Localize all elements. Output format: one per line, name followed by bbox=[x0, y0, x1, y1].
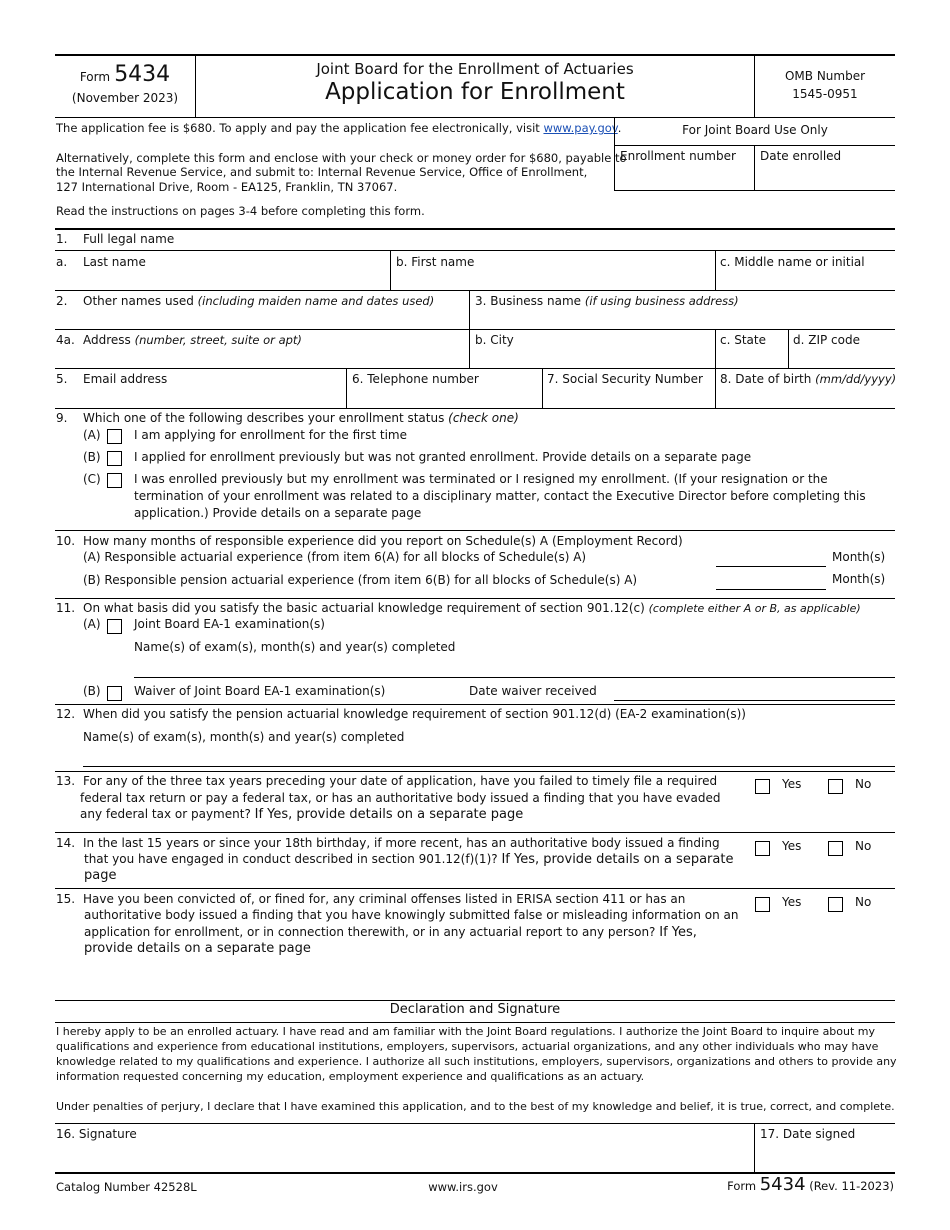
q9-number: 9. bbox=[56, 411, 68, 425]
q12-sub: Name(s) of exam(s), month(s) and year(s) completed bbox=[83, 730, 405, 744]
q15-line-2: authoritative body issued a finding that you have knowingly submitted false or misleading information on an bbox=[84, 908, 739, 922]
q15-line-3b: If Yes, bbox=[659, 925, 697, 940]
q14-line-2a: that you have engaged in conduct described in section 901.12(f)(1)? bbox=[84, 852, 502, 866]
q10b-text: (B) Responsible pension actuarial experience (from item 6(B) for all blocks of Schedule(s) A) bbox=[83, 573, 638, 587]
header-bottom-rule bbox=[55, 117, 895, 118]
q10b-input-line[interactable] bbox=[716, 589, 826, 590]
q8-note: (mm/dd/yyyy) bbox=[815, 372, 897, 386]
q11-label: On what basis did you satisfy the basic actuarial knowledge requirement of section 901.12(c) bbox=[83, 601, 649, 615]
declaration-top-rule bbox=[55, 1000, 895, 1001]
q9a-letter: (A) bbox=[83, 428, 101, 442]
q13-number: 13. bbox=[56, 774, 76, 788]
q14-yes-checkbox[interactable] bbox=[755, 841, 770, 856]
q14-line-3: page bbox=[84, 868, 117, 883]
q4-label: Address bbox=[83, 333, 135, 347]
telephone-field[interactable]: 6. Telephone number bbox=[352, 372, 479, 386]
email-field[interactable]: Email address bbox=[83, 372, 168, 386]
fee-paragraph bbox=[56, 121, 621, 135]
q15-line-3a: application for enrollment, or in connection therewith, or in any actuarial report to any person? bbox=[84, 925, 660, 939]
omb-label: OMB Number bbox=[784, 69, 866, 83]
q15-line-3 bbox=[84, 925, 697, 940]
header-top-rule bbox=[55, 54, 895, 56]
q14-number: 14. bbox=[56, 836, 76, 850]
use-only-mid-rule bbox=[754, 145, 755, 190]
q13-yes-checkbox[interactable] bbox=[755, 779, 770, 794]
q9b-text: I applied for enrollment previously but was not granted enrollment. Provide details on a separate page bbox=[134, 450, 752, 464]
q14-bottom-rule bbox=[55, 888, 895, 889]
q11a-checkbox[interactable] bbox=[107, 619, 122, 634]
use-only-title: For Joint Board Use Only bbox=[682, 123, 828, 137]
q10-bottom-rule bbox=[55, 598, 895, 599]
use-only-bottom-rule bbox=[614, 190, 895, 191]
q9a-text: I am applying for enrollment for the first time bbox=[134, 428, 407, 442]
q13-bottom-rule bbox=[55, 832, 895, 833]
q13-no-label: No bbox=[855, 777, 872, 791]
q15-line-1: Have you been convicted of, or fined for, any criminal offenses listed in ERISA section 411 or has an bbox=[83, 892, 686, 906]
q3-label: 3. Business name bbox=[475, 294, 585, 308]
read-instructions-note: Read the instructions on pages 3-4 before completing this form. bbox=[56, 204, 425, 218]
q11a-letter: (A) bbox=[83, 617, 101, 631]
header-divider-right bbox=[754, 55, 755, 117]
signature-divider bbox=[754, 1123, 755, 1172]
footer-form-label: Form bbox=[727, 1179, 760, 1193]
q9c-line-3: application.) Provide details on a separate page bbox=[134, 506, 422, 520]
q14-no-checkbox[interactable] bbox=[828, 841, 843, 856]
q10a-text: (A) Responsible actuarial experience (from item 6(A) for all blocks of Schedule(s) A) bbox=[83, 550, 587, 564]
q13-line-2: federal tax return or pay a federal tax, or has an authoritative body issued a finding that you have evaded bbox=[80, 791, 721, 805]
q5-bottom-rule bbox=[55, 408, 895, 409]
q15-yes-label: Yes bbox=[782, 895, 802, 909]
q1-divider-2 bbox=[715, 250, 716, 290]
agency-name: Joint Board for the Enrollment of Actuaries bbox=[316, 60, 634, 78]
q9b-checkbox[interactable] bbox=[107, 451, 122, 466]
form-number: 5434 bbox=[114, 62, 171, 87]
footer-form-id bbox=[640, 1174, 894, 1195]
q4-note: (number, street, suite or apt) bbox=[134, 333, 302, 347]
footer-form-number: 5434 bbox=[759, 1174, 806, 1195]
form-label: Form bbox=[79, 70, 111, 84]
q8-label: 8. Date of birth bbox=[720, 372, 816, 386]
q4-divider-3 bbox=[788, 329, 789, 368]
q14-yes-label: Yes bbox=[782, 839, 802, 853]
declaration-title-rule bbox=[55, 1022, 895, 1023]
business-name-field[interactable] bbox=[475, 294, 739, 308]
q9-note: (check one) bbox=[448, 411, 519, 425]
q2-bottom-rule bbox=[55, 329, 895, 330]
first-name-label[interactable]: b. First name bbox=[396, 255, 475, 269]
q10b-unit: Month(s) bbox=[832, 572, 886, 586]
q11b-checkbox[interactable] bbox=[107, 686, 122, 701]
q15-number: 15. bbox=[56, 892, 76, 906]
date-signed-field[interactable]: 17. Date signed bbox=[760, 1127, 856, 1141]
q10-label: How many months of responsible experience did you report on Schedule(s) A (Employment Record) bbox=[83, 534, 683, 548]
fee-text: The application fee is $680. To apply and pay the application fee electronically, visit bbox=[56, 121, 544, 135]
q11b-text: Waiver of Joint Board EA-1 examination(s) bbox=[134, 684, 386, 698]
q15-no-checkbox[interactable] bbox=[828, 897, 843, 912]
q13-line-3 bbox=[80, 807, 523, 822]
q14-line-2b: If Yes, provide details on a separate bbox=[501, 852, 734, 867]
q1-sub-rule bbox=[55, 250, 895, 251]
q13-line-3a: any federal tax or payment? bbox=[80, 807, 255, 821]
fee-end: . bbox=[617, 121, 622, 135]
q10-number: 10. bbox=[56, 534, 76, 548]
q13-line-1: For any of the three tax years preceding your date of application, have you failed to timely file a required bbox=[83, 774, 718, 788]
declaration-line-2: qualifications and experience from educational institutions, employers, supervisors, actuarial organizations, and any other individuals who may have bbox=[56, 1040, 879, 1053]
alt-line-1: Alternatively, complete this form and enclose with your check or money order for $680, payable to bbox=[56, 151, 627, 165]
q10a-unit: Month(s) bbox=[832, 550, 886, 564]
q11b-date-line[interactable] bbox=[614, 700, 895, 701]
alt-line-3: 127 International Drive, Room - EA125, Franklin, TN 37067. bbox=[56, 180, 398, 194]
q1a-letter: a. bbox=[56, 255, 68, 269]
form-date: (November 2023) bbox=[71, 91, 179, 105]
other-names-field[interactable] bbox=[83, 294, 434, 308]
q4-number: 4a. bbox=[56, 333, 75, 347]
last-name-label[interactable]: Last name bbox=[83, 255, 146, 269]
perjury-statement: Under penalties of perjury, I declare that I have examined this application, and to the best of my knowledge and belief, it is true, correct, and complete. bbox=[56, 1100, 895, 1113]
q13-yes-label: Yes bbox=[782, 777, 802, 791]
pay-gov-link[interactable]: www.pay.gov bbox=[543, 121, 618, 135]
q11b-date-label: Date waiver received bbox=[469, 684, 597, 698]
enrollment-number-label: Enrollment number bbox=[620, 149, 736, 163]
q12-bottom-rule bbox=[55, 771, 895, 772]
city-field[interactable]: b. City bbox=[475, 333, 514, 347]
q4-divider-2 bbox=[715, 329, 716, 368]
q9-label: Which one of the following describes your enrollment status bbox=[83, 411, 449, 425]
q13-line-3b: If Yes, provide details on a separate page bbox=[254, 807, 524, 822]
q11-note: (complete either A or B, as applicable) bbox=[648, 602, 861, 615]
q12-input-line[interactable] bbox=[83, 766, 895, 767]
q11a-input-line[interactable] bbox=[134, 677, 895, 678]
q11a-sub: Name(s) of exam(s), month(s) and year(s) completed bbox=[134, 640, 456, 654]
signature-field[interactable]: 16. Signature bbox=[56, 1127, 137, 1141]
q4-divider-1 bbox=[469, 329, 470, 368]
zip-field[interactable]: d. ZIP code bbox=[793, 333, 860, 347]
q1-divider-1 bbox=[390, 250, 391, 290]
q11-number: 11. bbox=[56, 601, 76, 615]
date-enrolled-label: Date enrolled bbox=[760, 149, 842, 163]
q4-bottom-rule bbox=[55, 368, 895, 369]
ssn-field[interactable]: 7. Social Security Number bbox=[547, 372, 703, 386]
form-title: Application for Enrollment bbox=[325, 79, 625, 105]
signature-top-rule bbox=[55, 1123, 895, 1124]
q1-label: Full legal name bbox=[83, 232, 175, 246]
middle-name-label[interactable]: c. Middle name or initial bbox=[720, 255, 865, 269]
q1-top-rule bbox=[55, 228, 895, 230]
q9c-line-2: termination of your enrollment was related to a disciplinary matter, contact the Executive Director before completing this bbox=[134, 489, 866, 503]
address-field[interactable] bbox=[83, 333, 302, 347]
declaration-title: Declaration and Signature bbox=[389, 1002, 561, 1017]
q14-line-2 bbox=[84, 852, 733, 867]
alt-line-2: the Internal Revenue Service, and submit to: Internal Revenue Service, Office of Enrollment, bbox=[56, 165, 588, 179]
q14-line-1: In the last 15 years or since your 18th birthday, if more recent, has an authoritative body issued a finding bbox=[83, 836, 720, 850]
q11-bottom-rule bbox=[55, 704, 895, 705]
q9c-line-1: I was enrolled previously but my enrollment was terminated or I resigned my enrollment. (If your resignation or the bbox=[134, 472, 828, 486]
footer-revision: (Rev. 11-2023) bbox=[805, 1179, 894, 1193]
q2-number: 2. bbox=[56, 294, 68, 308]
form-number-block bbox=[55, 62, 195, 87]
q15-yes-checkbox[interactable] bbox=[755, 897, 770, 912]
q1-number: 1. bbox=[56, 232, 68, 246]
q1-bottom-rule bbox=[55, 290, 895, 291]
q12-label: When did you satisfy the pension actuarial knowledge requirement of section 901.12(d) (EA-2 examination(s)) bbox=[83, 707, 746, 721]
q2-note: (including maiden name and dates used) bbox=[197, 294, 435, 308]
q9c-letter: (C) bbox=[83, 472, 101, 486]
q9a-checkbox[interactable] bbox=[107, 429, 122, 444]
q9-question bbox=[83, 411, 519, 425]
q6-divider bbox=[542, 368, 543, 408]
q15-line-4: provide details on a separate page bbox=[84, 941, 311, 956]
declaration-line-4: information requested concerning my education, employment experience and qualifications as an actuary. bbox=[56, 1070, 645, 1083]
declaration-line-1: I hereby apply to be an enrolled actuary. I have read and am familiar with the Joint Board regulations. I authorize the Joint Board to inquire about my bbox=[56, 1025, 876, 1038]
q12-number: 12. bbox=[56, 707, 76, 721]
q13-no-checkbox[interactable] bbox=[828, 779, 843, 794]
irs-website: www.irs.gov bbox=[428, 1180, 498, 1194]
q5-divider bbox=[346, 368, 347, 408]
q9b-letter: (B) bbox=[83, 450, 101, 464]
state-field[interactable]: c. State bbox=[720, 333, 766, 347]
dob-field[interactable] bbox=[720, 372, 896, 386]
catalog-number: Catalog Number 42528L bbox=[56, 1180, 197, 1194]
q11b-letter: (B) bbox=[83, 684, 101, 698]
q5-number: 5. bbox=[56, 372, 68, 386]
q14-no-label: No bbox=[855, 839, 872, 853]
q2-divider bbox=[469, 290, 470, 329]
q2-label: Other names used bbox=[83, 294, 198, 308]
omb-number: 1545-0951 bbox=[792, 87, 858, 101]
q9-bottom-rule bbox=[55, 530, 895, 531]
q3-note: (if using business address) bbox=[584, 294, 739, 308]
q15-no-label: No bbox=[855, 895, 872, 909]
q10a-input-line[interactable] bbox=[716, 566, 826, 567]
q11a-text: Joint Board EA-1 examination(s) bbox=[134, 617, 325, 631]
q9c-checkbox[interactable] bbox=[107, 473, 122, 488]
declaration-line-3: knowledge related to my qualifications and experience. I authorize all such institutions, employers, supervisors, organizations and others to provide any bbox=[56, 1055, 897, 1068]
q11-question bbox=[83, 601, 861, 615]
q7-divider bbox=[715, 368, 716, 408]
